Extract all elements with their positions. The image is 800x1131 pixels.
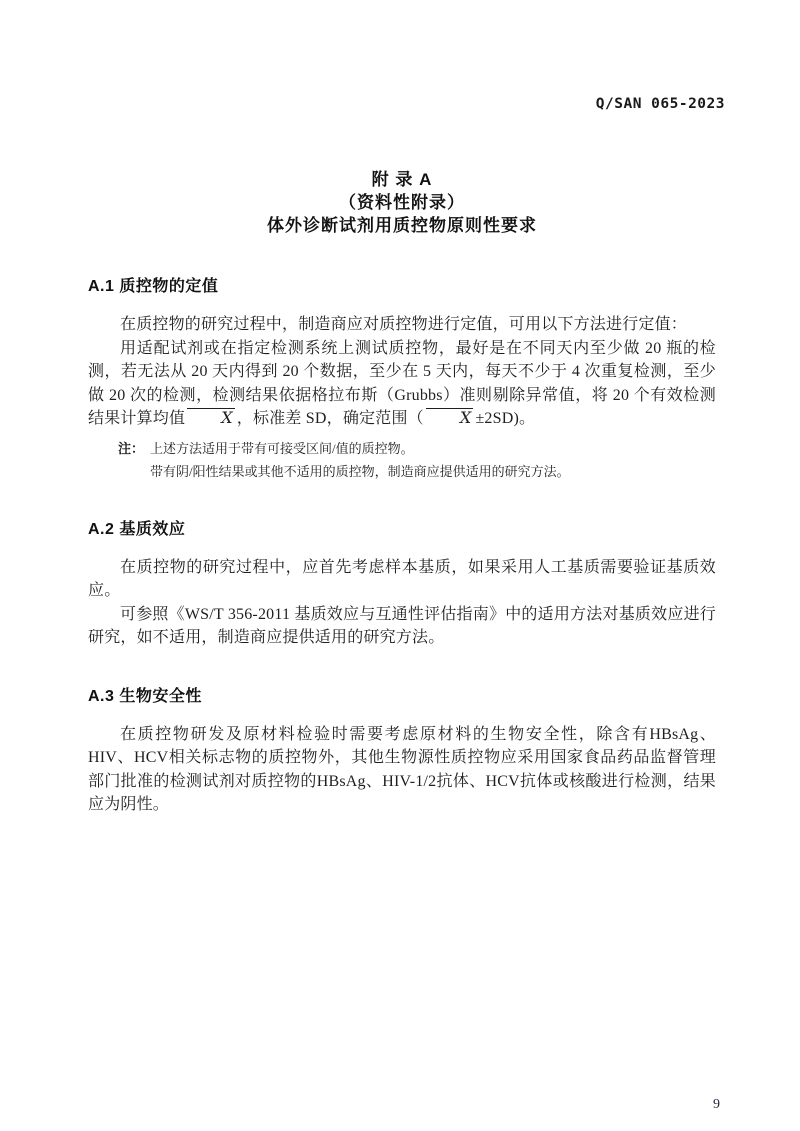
document-number: Q/SAN 065-2023 [595, 96, 725, 112]
note-lines [150, 437, 570, 483]
section-a2 [88, 516, 716, 650]
section-a1-heading: A.1 质控物的定值 [88, 278, 219, 295]
appendix-title: 附 录 A [371, 170, 433, 189]
note-block [88, 437, 716, 483]
mean-symbol-xbar: X [426, 408, 474, 427]
para2-text-1: 用适配试剂或在指定检测系统上测试质控物，最好是在不同天内至少做 20 瓶的检测，若无法从 20 天内得到 20 个数据，至少在 5 天内，每天不少于 4 次重复检测，至少做 20 次的检测，检测结果依据格拉布斯（Grubbs）准则剔除异常值，将 20 个有效检测结果计算均值 [88, 339, 716, 427]
section-a2-heading: A.2 基质效应 [88, 520, 186, 538]
note-line-2: 带有阴/阳性结果或其他不适用的质控物，制造商应提供适用的研究方法。 [150, 463, 570, 479]
section-a1-paragraph-1: 在质控物的研究过程中，制造商应对质控物进行定值，可用以下方法进行定值： [120, 316, 688, 333]
page-content [88, 168, 716, 817]
section-a3 [88, 683, 716, 817]
section-a2-paragraph-2: 可参照《WS/T 356-2011 基质效应与互通性评估指南》中的适用方法对基质效应进行研究，如不适用，制造商应提供适用的研究方法。 [88, 605, 716, 646]
section-a3-heading: A.3 生物安全性 [88, 687, 202, 705]
para2-text-3: ±2SD)。 [475, 410, 536, 427]
section-a1-paragraph-2 [88, 337, 716, 431]
page-number: 9 [713, 1097, 720, 1112]
appendix-title-block [88, 168, 716, 237]
appendix-subtitle: （资料性附录） [339, 193, 465, 212]
section-a2-paragraph-1: 在质控物的研究过程中，应首先考虑样本基质，如果采用人工基质需要验证基质效应。 [88, 558, 716, 599]
mean-symbol-xbar: X [187, 408, 235, 427]
note-line-1: 上述方法适用于带有可接受区间/值的质控物。 [150, 440, 414, 456]
section-a1 [88, 273, 716, 483]
note-label: 注： [118, 440, 145, 456]
para2-text-2: ，标准差 SD，确定范围（ [236, 410, 424, 427]
section-a3-paragraph-1: 在质控物研发及原材料检验时需要考虑原材料的生物安全性，除含有HBsAg、HIV、HCV相关标志物的质控物外，其他生物源性质控物应采用国家食品药品监督管理部门批准的检测试剂对质控物的HBsAg、HIV-1/2抗体、HCV抗体或核酸进行检测，结果应为阴性。 [88, 725, 716, 813]
appendix-name: 体外诊断试剂用质控物原则性要求 [267, 216, 537, 235]
